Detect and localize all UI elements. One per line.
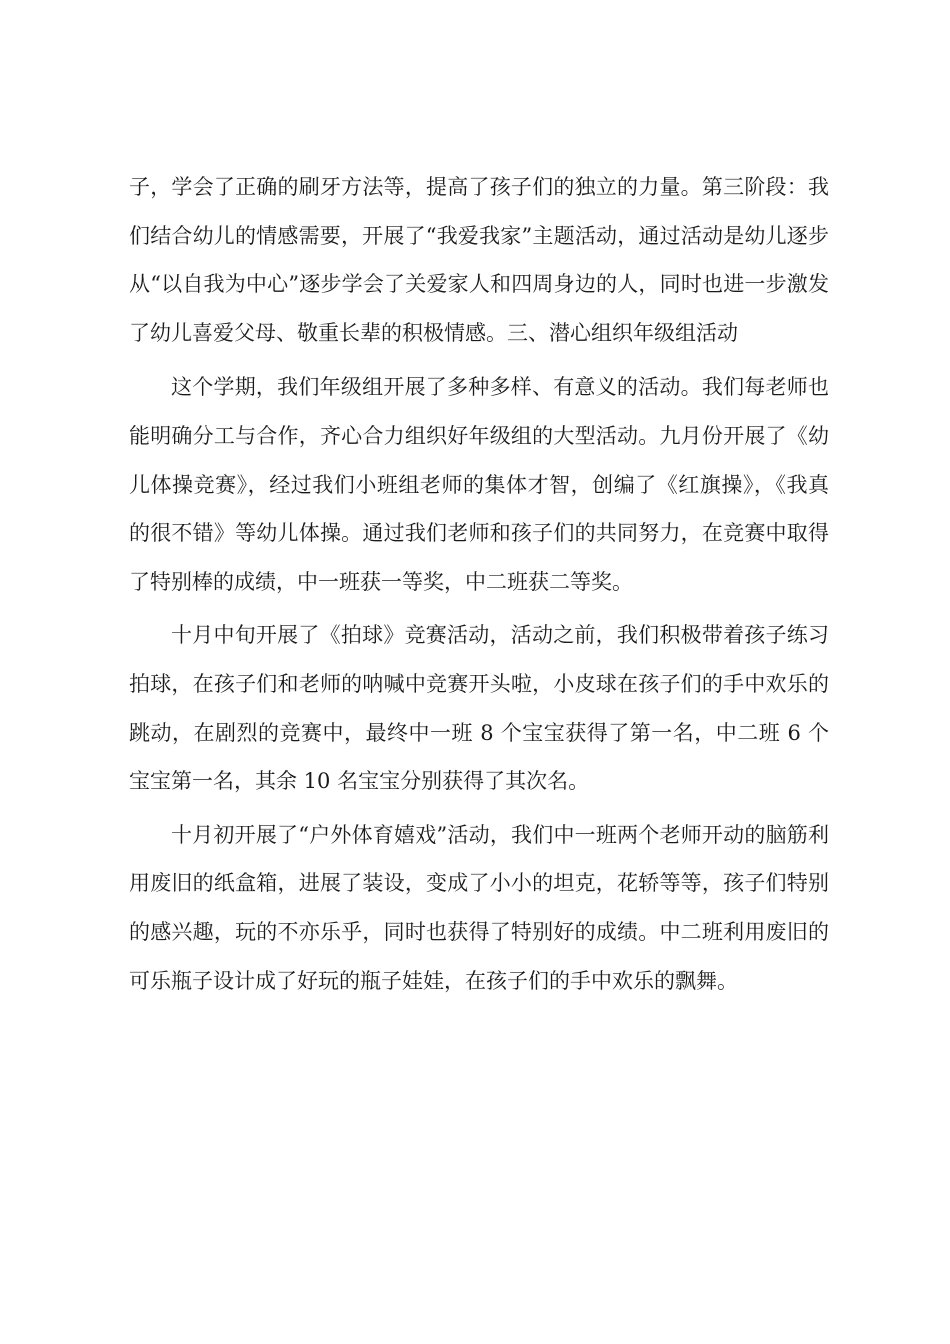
paragraph-continuation: 子，学会了正确的刷牙方法等，提高了孩子们的独立的力量。第三阶段：我们结合幼儿的情感需要，开展了“我爱我家”主题活动，通过活动是幼儿逐步从“以自我为中心”逐步学会了关爱家人和四周身边的人，同时也进一步激发了幼儿喜爱父母、敬重长辈的积极情感。三、潜心组织年级组活动 [129,175,829,345]
document-body [129,163,829,1005]
paragraph-grade-activities: 这个学期，我们年级组开展了多种多样、有意义的活动。我们每老师也能明确分工与合作，齐心合力组织好年级组的大型活动。九月份开展了《幼儿体操竞赛》，经过我们小班组老师的集体才智，创编了《红旗操》，《我真的很不错》等幼儿体操。通过我们老师和孩子们的共同努力，在竞赛中取得了特别棒的成绩，中一班获一等奖，中二班获二等奖。 [129,375,829,594]
paragraph-outdoor-games: 十月初开展了“户外体育嬉戏”活动，我们中一班两个老师开动的脑筋利用废旧的纸盒箱，进展了装设，变成了小小的坦克，花轿等等，孩子们特别的感兴趣，玩的不亦乐乎，同时也获得了特别好的成绩。中二班利用废旧的可乐瓶子设计成了好玩的瓶子娃娃，在孩子们的手中欢乐的飘舞。 [129,822,829,993]
paragraph-ball-contest: 十月中旬开展了《拍球》竞赛活动，活动之前，我们积极带着孩子练习拍球，在孩子们和老师的呐喊中竞赛开头啦，小皮球在孩子们的手中欢乐的跳动，在剧烈的竞赛中，最终中一班 8 个宝宝获得了第一名，中二班 6 个宝宝第一名，其余 10 名宝宝分别获得了其次名。 [129,623,829,794]
